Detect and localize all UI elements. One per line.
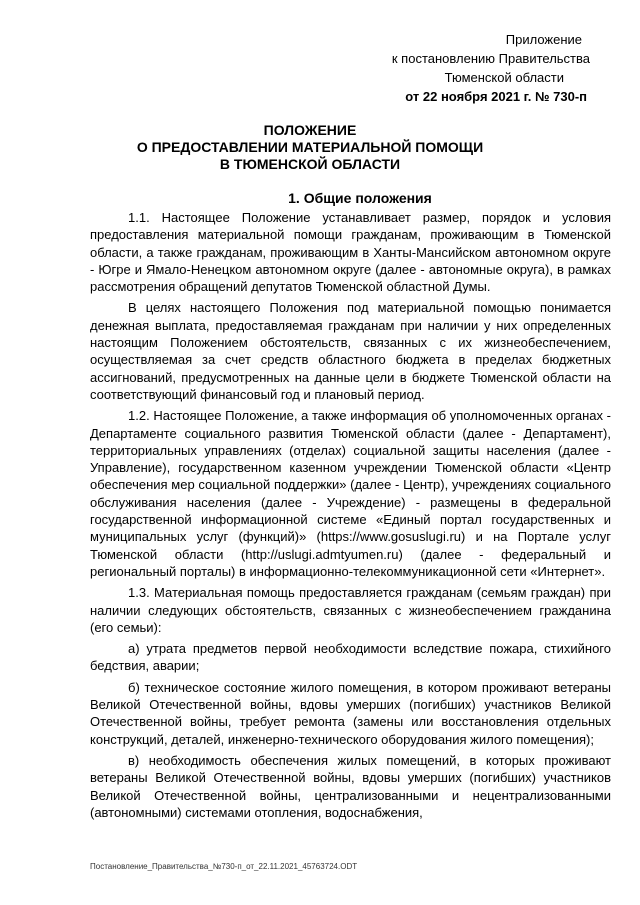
document-body: [90, 209, 611, 825]
appendix-label: Приложение: [505, 32, 582, 47]
section-heading: 1. Общие положения: [288, 190, 432, 206]
list-item-a: а) утрата предметов первой необходимости вследствие пожара, стихийного бедствия, аварии;: [90, 641, 611, 674]
title-line-3: В ТЮМЕНСКОЙ ОБЛАСТИ: [219, 156, 401, 172]
title-line-2: О ПРЕДОСТАВЛЕНИИ МАТЕРИАЛЬНОЙ ПОМОЩИ: [136, 139, 484, 155]
list-item-v: в) необходимость обеспечения жилых помещений, в которых проживают ветераны Великой Отечественной войны, вдовы умерших (погибших) участников Великой Отечественной войны, централизованными и нецентрализованными (автономными) системами отопления, водоснабжения,: [90, 752, 611, 820]
appendix-block: [360, 30, 590, 106]
paragraph-1-1: 1.1. Настоящее Положение устанавливает размер, порядок и условия предоставления материальной помощи гражданам, проживающим в Тюменской области, а также гражданам, проживающим в Ханты-Мансийском автономном округе - Югре и Ямало-Ненецком автономном округе (далее - автономные округа), в рамках рассмотрения обращений депутатов Тюменской областной Думы.: [90, 210, 611, 295]
title-line-1: ПОЛОЖЕНИЕ: [263, 122, 357, 138]
appendix-date-number: от 22 ноября 2021 г. № 730-п: [405, 89, 587, 104]
document-title: [90, 122, 530, 173]
paragraph-definition: В целях настоящего Положения под материальной помощью понимается денежная выплата, предоставляемая гражданам при наличии у них определенных настоящим Положением обстоятельств, связанных с их жизнеобеспечением, осуществляемая за счет средств областного бюджета в пределах бюджетных ассигнований, предусмотренных на данные цели в бюджете Тюменской области на соответствующий финансовый год и плановый период.: [90, 300, 611, 402]
page-footer: Постановление_Правительства_№730-п_от_22.11.2021_45763724.ODT: [90, 862, 358, 871]
paragraph-1-3: 1.3. Материальная помощь предоставляется гражданам (семьям граждан) при наличии следующих обстоятельств, связанных с жизнеобеспечением гражданина (его семьи):: [90, 585, 611, 635]
appendix-region: Тюменской области: [444, 70, 564, 85]
appendix-decree-ref: к постановлению Правительства: [391, 51, 590, 66]
list-item-b: б) техническое состояние жилого помещения, в котором проживают ветераны Великой Отечественной войны, вдовы умерших (погибших) участников Великой Отечественной войны, требует ремонта (замены или восстановления отдельных конструкций, деталей, инженерно-технического оборудования жилого помещения);: [90, 679, 611, 747]
paragraph-1-2: 1.2. Настоящее Положение, а также информация об уполномоченных органах - Департаменте социального развития Тюменской области (далее - Департамент), территориальных управлениях (отделах) социальной защиты населения (далее - Управление), государственном казенном учреждении Тюменской области «Центр обеспечения мер социальной поддержки» (далее - Центр), учреждениях социального обслуживания населения (далее - Учреждение) - размещены в федеральной государственной информационной системе «Единый портал государственных и муниципальных услуг (функций)» (https://www.gosuslugi.ru) и на Портале услуг Тюменской области (http://uslugi.admtyumen.ru) (далее - федеральный и региональный порталы) в информационно-телекоммуникационной сети «Интернет».: [90, 408, 611, 579]
